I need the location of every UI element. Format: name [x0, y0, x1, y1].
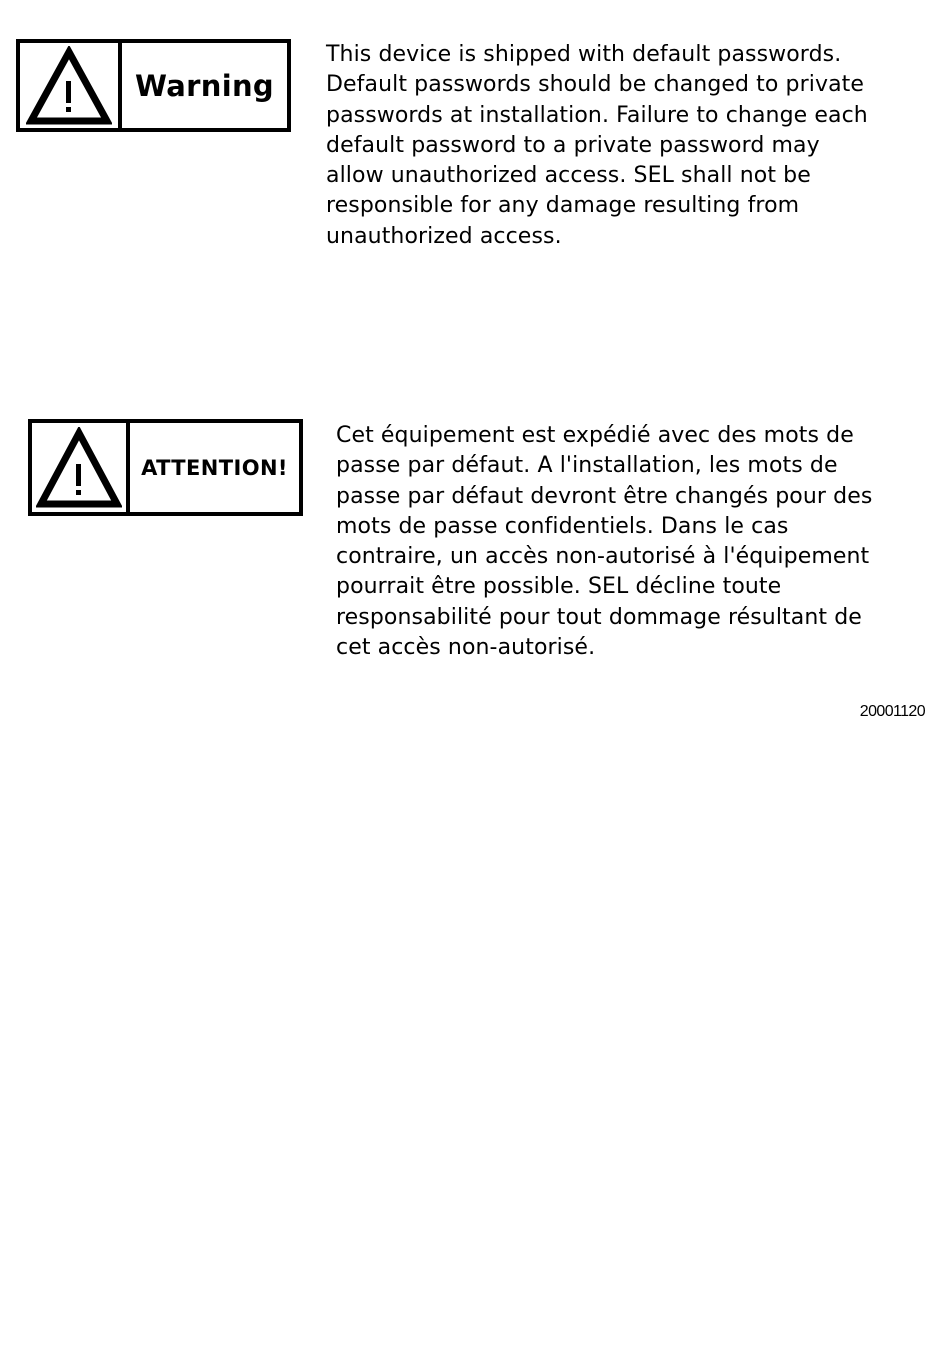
attention-text-line: responsabilité pour tout dommage résultant de	[336, 604, 862, 630]
warning-icon-cell	[20, 43, 122, 128]
attention-word: ATTENTION!	[141, 455, 288, 480]
warning-triangle-icon	[36, 427, 122, 509]
attention-text-line: Cet équipement est expédié avec des mots de	[336, 423, 854, 448]
warning-label	[16, 39, 291, 132]
attention-text-line: pourrait être possible. SEL décline toute	[336, 574, 782, 600]
attention-notice-text	[336, 421, 936, 663]
attention-text-line: contraire, un accès non-autorisé à l'équipement	[336, 544, 870, 570]
warning-text-line: allow unauthorized access. SEL shall not be	[326, 163, 811, 189]
attention-text-line: passe par défaut devront être changés pour des	[336, 483, 873, 509]
warning-word: Warning	[135, 68, 274, 103]
warning-text-line: unauthorized access.	[326, 223, 562, 249]
warning-notice-text	[326, 40, 926, 252]
attention-label	[28, 419, 303, 516]
attention-icon-cell	[32, 423, 130, 512]
warning-triangle-icon	[26, 46, 112, 126]
warning-text-line: default password to a private password may	[326, 132, 820, 158]
attention-text-line: mots de passe confidentiels. Dans le cas	[336, 513, 789, 539]
warning-text-line: passwords at installation. Failure to change each	[326, 102, 868, 128]
attention-text-line: passe par défaut. A l'installation, les mots de	[336, 453, 838, 479]
attention-text-line: cet accès non-autorisé.	[336, 635, 596, 661]
warning-text-line: responsible for any damage resulting from	[326, 193, 800, 219]
document-code: 20001120	[859, 703, 925, 720]
warning-text-line: This device is shipped with default passwords.	[326, 42, 842, 67]
warning-text-line: Default passwords should be changed to private	[326, 72, 865, 98]
